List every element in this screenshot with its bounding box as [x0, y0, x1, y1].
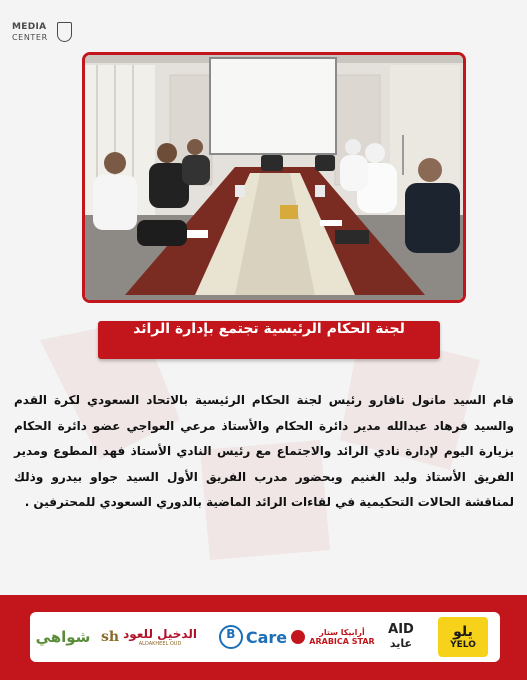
- arabica-star-icon: [291, 630, 305, 644]
- aid-logo-en: AID: [388, 622, 414, 637]
- bcare-logo-text: Care: [245, 627, 288, 647]
- article-body: قام السيد مانول نافارو رئيس لجنة الحكام الرئيسية بالاتحاد السعودي لكرة القدم والسيد فرهاد عبدالله مدير دائرة الحكام والأستاذ مرعي العواجي عضو دائرة الحكام بزيارة اليوم لإدارة نادي الرائد والاجتماع مع رئيس النادي الأستاذ فهد المطوع ومدير الفريق الأستاذ وليد الغنيم وبحضور مدرب الفريق الأول السيد جواو بيدرو وذلك لمناقشة الحالات التحكيمية في لقاءات الرائد الماضية بالدوري السعودي للمحترفين .: [14, 393, 514, 510]
- bcare-b-icon: B: [219, 625, 243, 649]
- yelo-logo-box: [438, 617, 488, 657]
- sponsor-aid: [376, 612, 426, 662]
- sponsor-yelo: [434, 612, 492, 662]
- yelo-logo-ar: يلو: [453, 624, 473, 640]
- sponsor-arabica-star: [290, 612, 376, 662]
- aldakheel-logo-text: الدخيل للعود: [123, 627, 197, 641]
- sponsor-shawahi: [36, 612, 90, 662]
- media-center-logo: [12, 22, 76, 50]
- yelo-logo-en: YELO: [450, 640, 476, 650]
- aldakheel-sh-mark: sh: [101, 629, 120, 645]
- sponsor-bcare: [212, 612, 294, 662]
- headline-text: لجنة الحكام الرئيسية تجتمع بإدارة الرائد: [133, 321, 405, 337]
- sponsors-bar: [30, 612, 500, 662]
- logo-text-center: CENTER: [12, 33, 48, 42]
- shawahi-logo-text: شواهي: [35, 628, 91, 646]
- arabica-star-ar: أرابيكا ستار: [319, 628, 365, 637]
- headline-banner: [98, 321, 440, 359]
- meeting-room-illustration: [85, 55, 463, 300]
- aid-logo-ar: عايد: [389, 637, 413, 650]
- arabica-star-en: ARABICA STAR: [309, 637, 375, 646]
- sponsor-aldakheel: [94, 612, 204, 662]
- aldakheel-subtitle: ALDAKHEEL OUD: [138, 641, 182, 647]
- meeting-photo: [82, 52, 466, 303]
- logo-text-media: MEDIA: [12, 22, 47, 32]
- club-crest-icon: [57, 22, 72, 42]
